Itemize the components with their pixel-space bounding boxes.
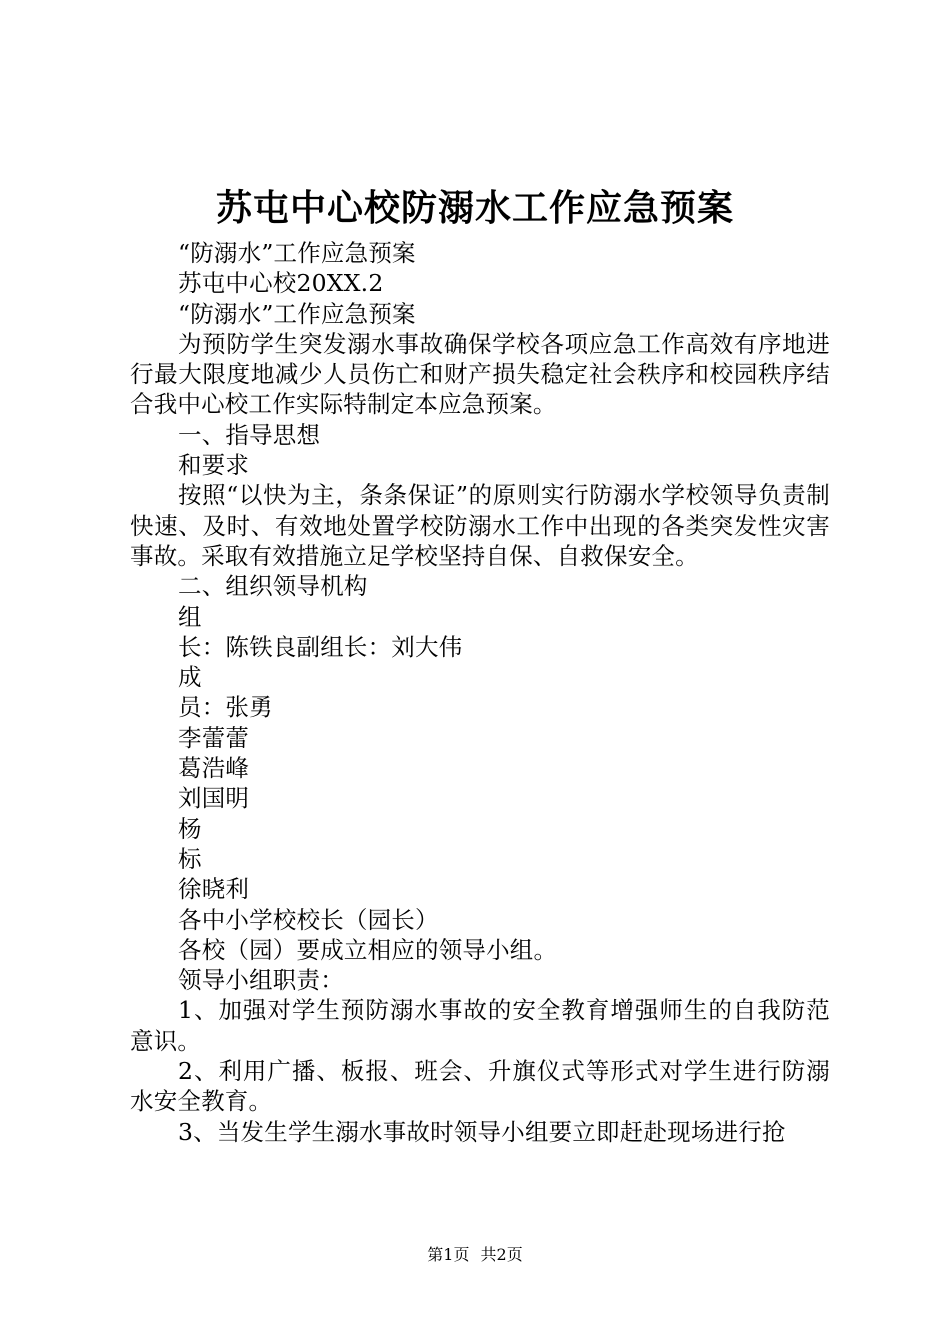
paragraph: 葛浩峰 xyxy=(178,754,250,783)
paragraph: 成 xyxy=(178,663,202,692)
paragraph: 员：张勇 xyxy=(178,693,273,722)
paragraph: 李蕾蕾 xyxy=(178,723,250,752)
paragraph: 长：陈铁良副组长：刘大伟 xyxy=(178,632,463,661)
paragraph: 各校（园）要成立相应的领导小组。 xyxy=(178,935,558,964)
paragraph: 苏屯中心校20XX.2 xyxy=(178,269,384,298)
paragraph: 各中小学校校长（园长） xyxy=(178,905,439,934)
paragraph: 一、指导思想 xyxy=(178,420,321,449)
paragraph: 组 xyxy=(178,602,202,631)
paragraph: 按照“以快为主，条条保证”的原则实行防溺水学校领导负责制快速、及时、有效地处置学校防溺水工作中出现的各类突发性灾害事故。采取有效措施立足学校坚持自保、自救保安全。 xyxy=(130,481,830,570)
page-number: 第1页 xyxy=(427,1245,470,1264)
paragraph: 2、利用广播、板报、班会、升旗仪式等形式对学生进行防溺水安全教育。 xyxy=(130,1057,830,1116)
paragraph: 刘国明 xyxy=(178,784,250,813)
page-total: 共2页 xyxy=(480,1245,523,1264)
paragraph: “防溺水”工作应急预案 xyxy=(178,239,416,267)
paragraph: 徐晓利 xyxy=(178,875,250,904)
paragraph: 1、加强对学生预防溺水事故的安全教育增强师生的自我防范意识。 xyxy=(130,996,830,1055)
document-body xyxy=(130,238,830,1147)
paragraph: 领导小组职责： xyxy=(178,966,344,995)
paragraph: 3、当发生学生溺水事故时领导小组要立即赶赴现场进行抢 xyxy=(178,1117,786,1146)
paragraph: 二、组织领导机构 xyxy=(178,572,368,601)
page-footer xyxy=(0,1244,950,1266)
paragraph: 和要求 xyxy=(178,451,250,480)
paragraph: 为预防学生突发溺水事故确保学校各项应急工作高效有序地进行最大限度地减少人员伤亡和财产损失稳定社会秩序和校园秩序结合我中心校工作实际特制定本应急预案。 xyxy=(130,329,830,419)
document-title: 苏屯中心校防溺水工作应急预案 xyxy=(215,187,734,229)
paragraph: 标 xyxy=(178,844,202,873)
paragraph: 杨 xyxy=(178,814,202,843)
paragraph: “防溺水”工作应急预案 xyxy=(178,299,416,328)
